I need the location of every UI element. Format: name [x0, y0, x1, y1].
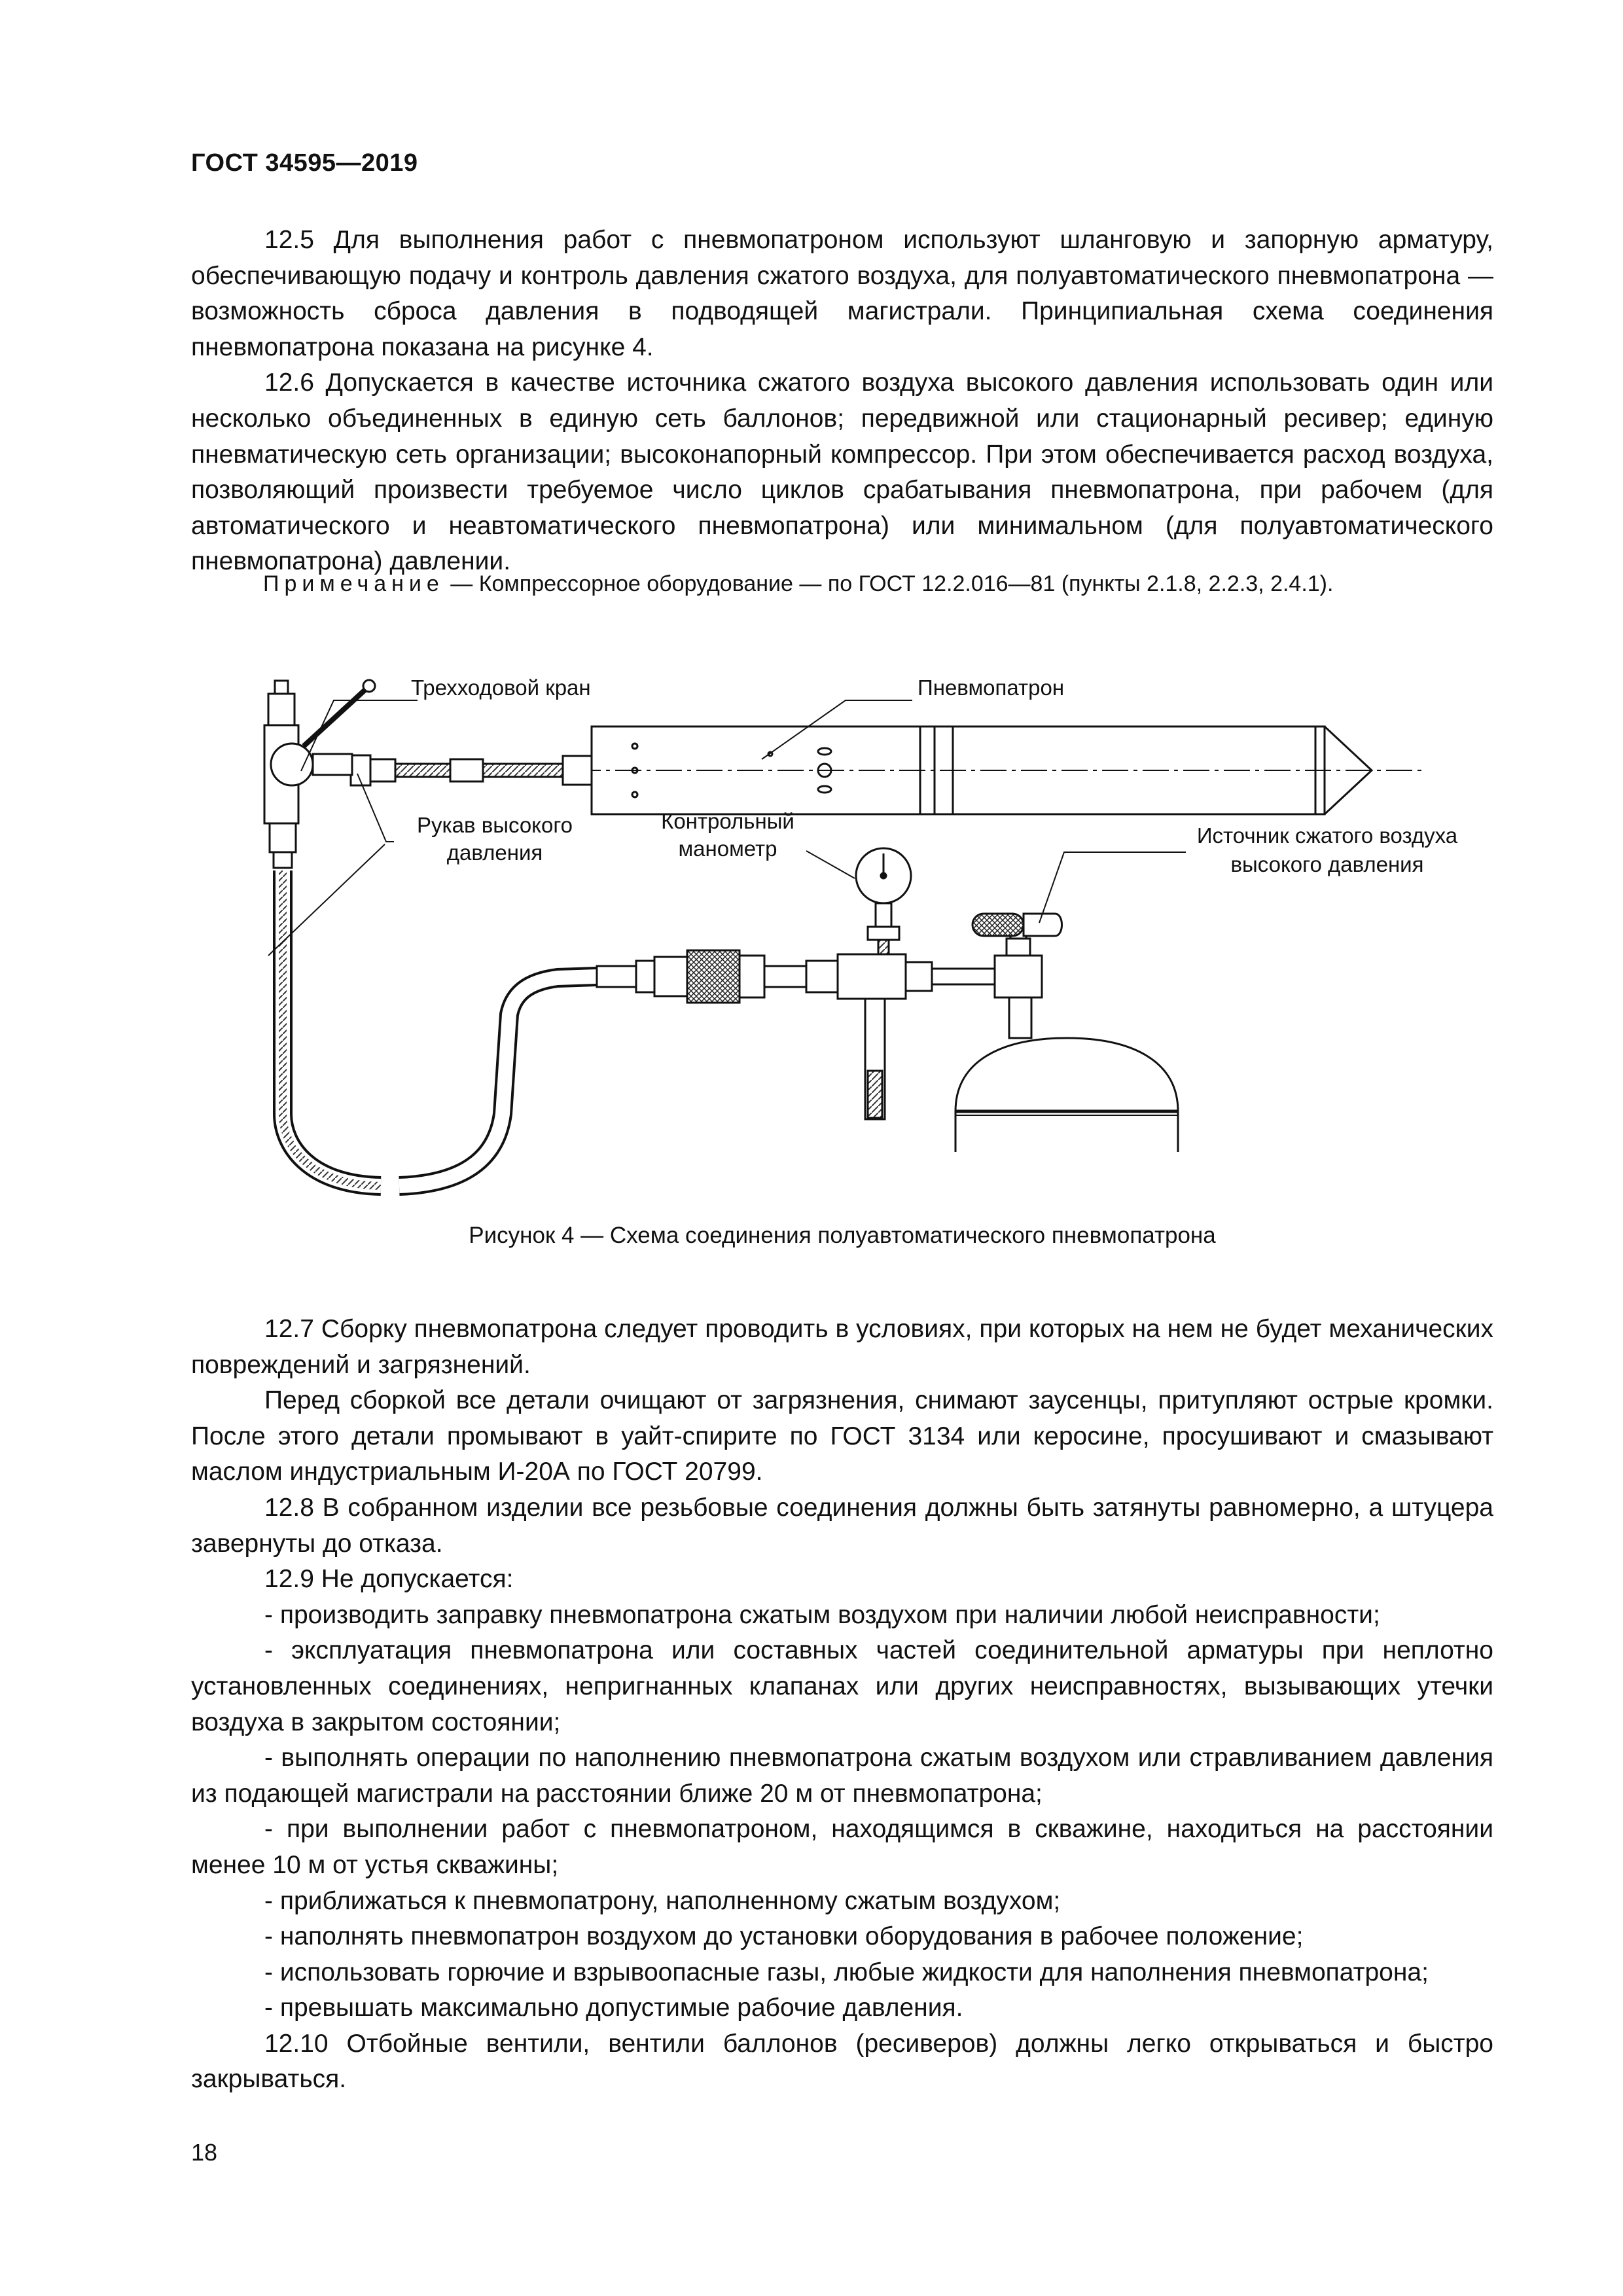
paragraph-12-5: 12.5 Для выполнения работ с пневмопатроном используют шланговую и запорную арматуру, обеспечивающую подачу и контроль давления сжатого воздуха, для полуавтоматического пневмопатрона — возможность сброса давления в подводящей магистрали. Принципиальная схема соединения пневмопатрона показана на рисунке 4. [191, 226, 1493, 361]
list-item: - производить заправку пневмопатрона сжатым воздухом при наличии любой неисправности; [264, 1600, 1380, 1629]
list-item: - при выполнении работ с пневмопатроном, находящимся в скважине, находиться на расстоянии менее 10 м от устья скважины; [191, 1815, 1493, 1879]
list-item: - превышать максимально допустимые рабочие давления. [264, 1994, 963, 2022]
hose-coupling [597, 950, 838, 1003]
cartridge-fitting [351, 755, 592, 785]
paragraph-12-8: 12.8 В собранном изделии все резьбовые соединения должны быть затянуты равномерно, а штуцера завернуты до отказа. [191, 1493, 1493, 1558]
note-label: Примечание [263, 571, 444, 596]
label-source-line2: высокого давления [1230, 852, 1424, 876]
paragraph-12-7: 12.7 Сборку пневмопатрона следует проводить в условиях, при которых на нем не будет механических повреждений и загрязнений. [191, 1315, 1493, 1379]
note [263, 568, 1333, 600]
label-cartridge: Пневмопатрон [918, 675, 1065, 700]
note-text: — Компрессорное оборудование — по ГОСТ 12.2.016—81 (пункты 2.1.8, 2.2.3, 2.4.1). [444, 571, 1334, 596]
list-item: - наполнять пневмопатрон воздухом до установки оборудования в рабочее положение; [264, 1922, 1304, 1951]
label-source-line1: Источник сжатого воздуха [1196, 823, 1458, 848]
high-pressure-hose [283, 870, 597, 1186]
paragraph-12-6: 12.6 Допускается в качестве источника сжатого воздуха высокого давления использовать один или несколько объединенных в единую сеть баллонов; передвижной или стационарный ресивер; единую пневматическую сеть организации; высоконапорный компрессор. При этом обеспечивается расход воздуха, позволяющий произвести требуемое число циклов срабатывания пневмопатрона, при рабочем (для автоматического и неавтоматического пневмопатрона) или минимальном (для полуавтоматического пневмопатрона) давлении. [191, 368, 1493, 576]
label-three-way-valve: Трехходовой кран [411, 675, 591, 700]
document-header: ГОСТ 34595—2019 [191, 149, 418, 177]
list-item: - выполнять операции по наполнению пневмопатрона сжатым воздухом или стравливанием давления из подающей магистрали на расстоянии ближе 20 м от пневмопатрона; [191, 1744, 1493, 1808]
connection-diagram [191, 648, 1493, 1211]
compressed-air-cylinder [955, 1038, 1178, 1152]
list-item: - использовать горючие и взрывоопасные газы, любые жидкости для наполнения пневмопатрона; [264, 1958, 1429, 1986]
label-hose-line1: Рукав высокого [416, 813, 573, 837]
paragraph-assembly-cleaning: Перед сборкой все детали очищают от загрязнения, снимают заусенцы, притупляют острые кромки. После этого детали промывают в уайт-спирите по ГОСТ 3134 или керосине, просушивают и смазывают маслом индустриальным И-20А по ГОСТ 20799. [191, 1386, 1493, 1486]
label-gauge-line1: Контрольный [661, 809, 794, 833]
section-12-7-12-10 [191, 1312, 1493, 2098]
paragraph-12-9: 12.9 Не допускается: [264, 1565, 514, 1594]
pneumatic-cartridge [575, 726, 1421, 814]
list-item: - эксплуатация пневмопатрона или составных частей соединительной арматуры при неплотно установленных соединениях, непригнанных клапанах или других неисправностях, вызывающих утечки воздуха в закрытом состоянии; [191, 1636, 1493, 1736]
page-number: 18 [191, 2139, 218, 2166]
label-hose-line2: давления [446, 840, 543, 865]
list-item: - приближаться к пневмопатрону, наполненному сжатым воздухом; [264, 1886, 1061, 1915]
label-gauge-line2: манометр [678, 836, 777, 861]
figure-4 [191, 648, 1493, 1211]
figure-caption: Рисунок 4 — Схема соединения полуавтоматического пневмопатрона [469, 1223, 1216, 1248]
section-12-5-12-6 [191, 223, 1493, 580]
paragraph-12-10: 12.10 Отбойные вентили, вентили баллонов (ресиверов) должны легко открываться и быстро закрываться. [191, 2029, 1493, 2094]
